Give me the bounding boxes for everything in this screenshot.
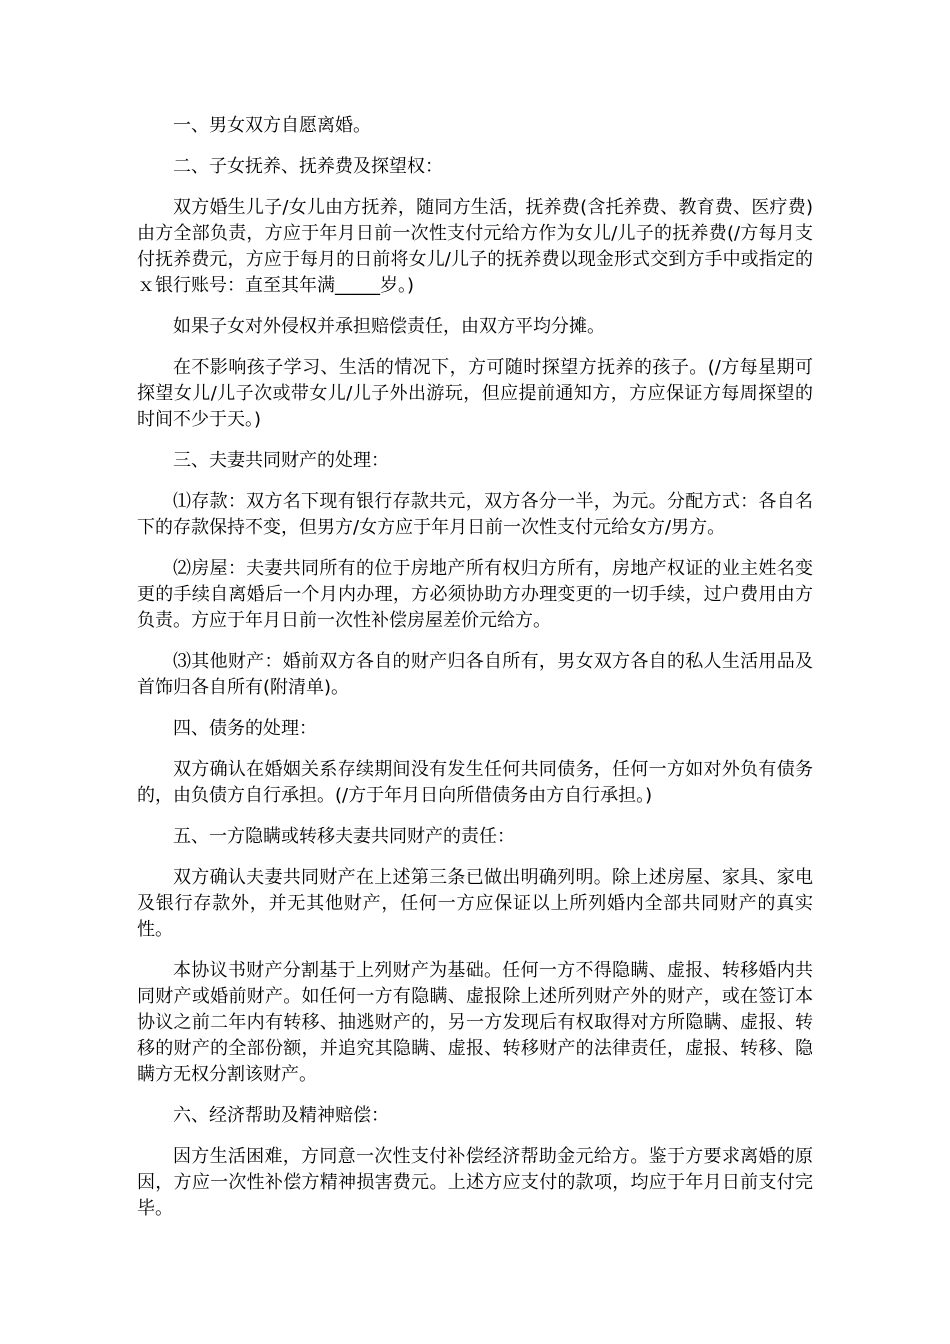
paragraph-compensation: 因方生活困难，方同意一次性支付补偿经济帮助金元给方。鉴于方要求离婚的原因，方应一次性补偿方精神损害费元。上述方应支付的款项，均应于年月日前支付完毕。 [137,1146,813,1219]
paragraph-concealment: 本协议书财产分割基于上列财产为基础。任何一方不得隐瞒、虚报、转移婚内共同财产或婚前财产。如任何一方有隐瞒、虚报除上述所列财产外的财产，或在签订本协议之前二年内有转移、抽逃财产的，另一方发现后有权取得对方所隐瞒、虚报、转移的财产的全部份额，并追究其隐瞒、虚报、转移财产的法律责任，虚报、转移、隐瞒方无权分割该财产。 [137,960,813,1085]
section-heading-3: 三、夫妻共同财产的处理： [173,450,389,471]
section-heading-5: 五、一方隐瞒或转移夫妻共同财产的责任： [173,826,515,847]
paragraph-house: ⑵房屋：夫妻共同所有的位于房地产所有权归方所有，房地产权证的业主姓名变更的手续自离婚后一个月内办理，方必须协助方办理变更的一切手续，过户费用由方负责。方应于年月日前一次性补偿房屋差价元给方。 [137,558,813,631]
paragraph-tort-liability: 如果子女对外侵权并承担赔偿责任，由双方平均分摊。 [173,316,605,337]
paragraph-property-confirmation: 双方确认夫妻共同财产在上述第三条已做出明确列明。除上述房屋、家具、家电及银行存款外，并无其他财产，任何一方应保证以上所列婚内全部共同财产的真实性。 [137,867,813,940]
document-body [137,113,813,1237]
paragraph-visitation: 在不影响孩子学习、生活的情况下，方可随时探望方抚养的孩子。(/方每星期可探望女儿/儿子次或带女儿/儿子外出游玩，但应提前通知方，方应保证方每周探望的时间不少于天。) [137,357,813,430]
section-heading-1: 一、男女双方自愿离婚。 [173,115,371,136]
paragraph-child-custody: 双方婚生儿子/女儿由方抚养，随同方生活，抚养费(含托养费、教育费、医疗费)由方全部负责，方应于年月日前一次性支付元给方作为女儿/儿子的抚养费(/方每月支付抚养费元，方应于每月的日前将女儿/儿子的抚养费以现金形式交到方手中或指定的ｘ银行账号：直至其年满_____岁。) [137,197,813,296]
section-heading-6: 六、经济帮助及精神赔偿： [173,1105,389,1126]
paragraph-deposits: ⑴存款：双方名下现有银行存款共元，双方各分一半，为元。分配方式：各自名下的存款保持不变，但男方/女方应于年月日前一次性支付元给女方/男方。 [137,491,813,538]
paragraph-debts: 双方确认在婚姻关系存续期间没有发生任何共同债务，任何一方如对外负有债务的，由负债方自行承担。(/方于年月日向所借债务由方自行承担。) [137,759,813,806]
paragraph-other-property: ⑶其他财产：婚前双方各自的财产归各自所有，男女双方各自的私人生活用品及首饰归各自所有(附清单)。 [137,651,813,698]
section-heading-2: 二、子女抚养、抚养费及探望权： [173,156,443,177]
section-heading-4: 四、债务的处理： [173,718,317,739]
